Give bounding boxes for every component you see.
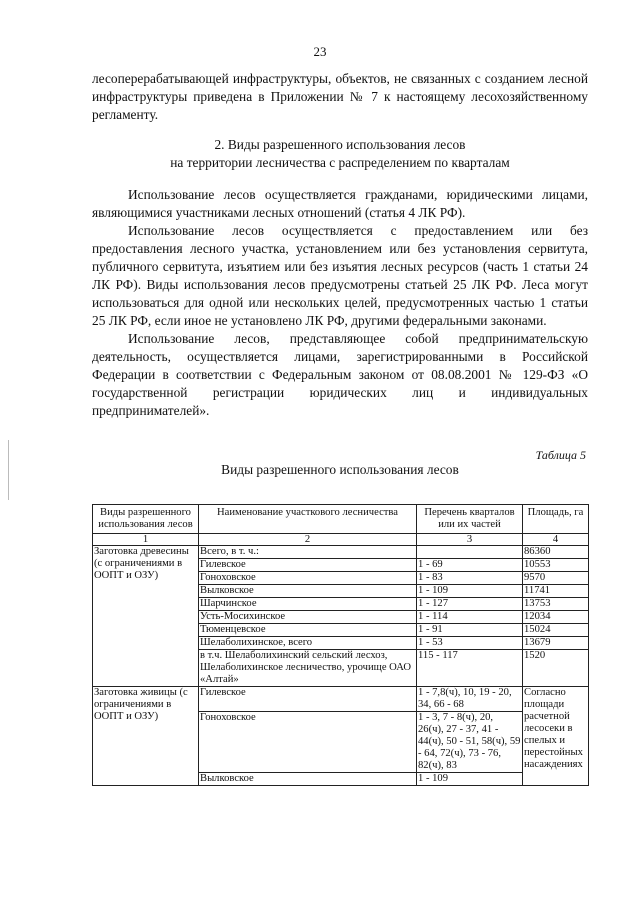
- body-text: [92, 186, 588, 420]
- forestry-cell: Гоноховское: [199, 712, 417, 773]
- quarters-cell: 1 - 69: [417, 559, 523, 572]
- use-type-cell: Заготовка живицы (с ограничениями в ООПТ и ОЗУ): [93, 687, 199, 786]
- column-number: 1: [93, 534, 199, 546]
- quarters-cell: 1 - 109: [417, 773, 523, 786]
- forestry-cell: Гилевское: [199, 687, 417, 712]
- header-quarters: Перечень кварталов или их частей: [417, 505, 523, 534]
- table-title: Виды разрешенного использования лесов: [221, 462, 459, 477]
- area-cell: 1520: [523, 650, 589, 687]
- table-caption: Таблица 5: [535, 448, 586, 462]
- area-cell: 11741: [523, 585, 589, 598]
- forestry-cell: Шарчинское: [199, 598, 417, 611]
- intro-text: [92, 70, 588, 124]
- paragraph-1: Использование лесов осуществляется гражданами, юридическими лицами, являющимися участниками лесных отношений (статья 4 ЛК РФ).: [92, 187, 588, 220]
- forestry-cell: Вылковское: [199, 773, 417, 786]
- quarters-cell: 1 - 7,8(ч), 10, 19 - 20, 34, 66 - 68: [417, 687, 523, 712]
- area-cell: 10553: [523, 559, 589, 572]
- column-number: 2: [199, 534, 417, 546]
- table-header-row: [93, 505, 589, 534]
- table-row: [93, 687, 589, 712]
- forestry-cell: Гилевское: [199, 559, 417, 572]
- area-cell: 86360: [523, 546, 589, 559]
- quarters-cell: 1 - 83: [417, 572, 523, 585]
- area-cell: 9570: [523, 572, 589, 585]
- column-number: 3: [417, 534, 523, 546]
- forestry-cell: Шелаболихинское, всего: [199, 637, 417, 650]
- quarters-cell: 1 - 3, 7 - 8(ч), 20, 26(ч), 27 - 37, 41 - 44(ч), 50 - 51, 58(ч), 59 - 64, 72(ч), 73 - 76, 82(ч), 83: [417, 712, 523, 773]
- paragraph-2: Использование лесов осуществляется с предоставлением или без предоставления лесного участка, установлением или без установления сервитута, публичного сервитута, изъятием или без изъятия лесных ресурсов (часть 1 статьи 24 ЛК РФ). Виды использования лесов предусмотрены статьей 25 ЛК РФ. Леса могут использоваться для одной или нескольких целей, предусмотренных частью 1 статьи 25 ЛК РФ, если иное не установлено ЛК РФ, другими федеральными законами.: [92, 223, 588, 328]
- table-row: [93, 546, 589, 559]
- forestry-cell: Вылковское: [199, 585, 417, 598]
- section-heading-line2: на территории лесничества с распределением по кварталам: [170, 155, 510, 170]
- intro-paragraph: лесоперерабатывающей инфраструктуры, объектов, не связанных с созданием лесной инфраструктуры приведена в Приложении № 7 к настоящему лесохозяйственному регламенту.: [92, 71, 588, 122]
- quarters-cell: 115 - 117: [417, 650, 523, 687]
- forestry-cell: Усть-Мосихинское: [199, 611, 417, 624]
- area-cell: 12034: [523, 611, 589, 624]
- header-area: Площадь, га: [523, 505, 589, 534]
- section-heading-line1: 2. Виды разрешенного использования лесов: [214, 137, 466, 152]
- header-forestry: Наименование участкового лесничества: [199, 505, 417, 534]
- quarters-cell: 1 - 109: [417, 585, 523, 598]
- quarters-cell: 1 - 114: [417, 611, 523, 624]
- forestry-cell: Всего, в т. ч.:: [199, 546, 417, 559]
- use-type-cell: Заготовка древесины (с ограничениями в ООПТ и ОЗУ): [93, 546, 199, 687]
- forestry-cell: Тюменцевское: [199, 624, 417, 637]
- column-number-row: [93, 534, 589, 546]
- area-cell: 13753: [523, 598, 589, 611]
- usage-table: [92, 504, 589, 786]
- quarters-cell: 1 - 127: [417, 598, 523, 611]
- forestry-cell: в т.ч. Шелаболихинский сельский лесхоз, Шелаболихинское лесничество, урочище ОАО «Алтай»: [199, 650, 417, 687]
- quarters-cell: 1 - 91: [417, 624, 523, 637]
- page-number: 23: [313, 44, 327, 59]
- margin-mark: [8, 440, 11, 500]
- area-note-cell: Согласно площади расчетной лесосеки в спелых и перестойных насаждениях: [523, 687, 589, 786]
- header-use: Виды разрешенного использования лесов: [93, 505, 199, 534]
- area-cell: 15024: [523, 624, 589, 637]
- section-heading: [92, 136, 588, 172]
- quarters-cell: 1 - 53: [417, 637, 523, 650]
- forestry-cell: Гоноховское: [199, 572, 417, 585]
- area-cell: 13679: [523, 637, 589, 650]
- paragraph-3: Использование лесов, представляющее собой предпринимательскую деятельность, осуществляется лицами, зарегистрированными в Российской Федерации в соответствии с Федеральным законом от 08.08.2001 № 129-ФЗ «О государственной регистрации юридических лиц и индивидуальных предпринимателей».: [92, 331, 588, 418]
- column-number: 4: [523, 534, 589, 546]
- quarters-cell: [417, 546, 523, 559]
